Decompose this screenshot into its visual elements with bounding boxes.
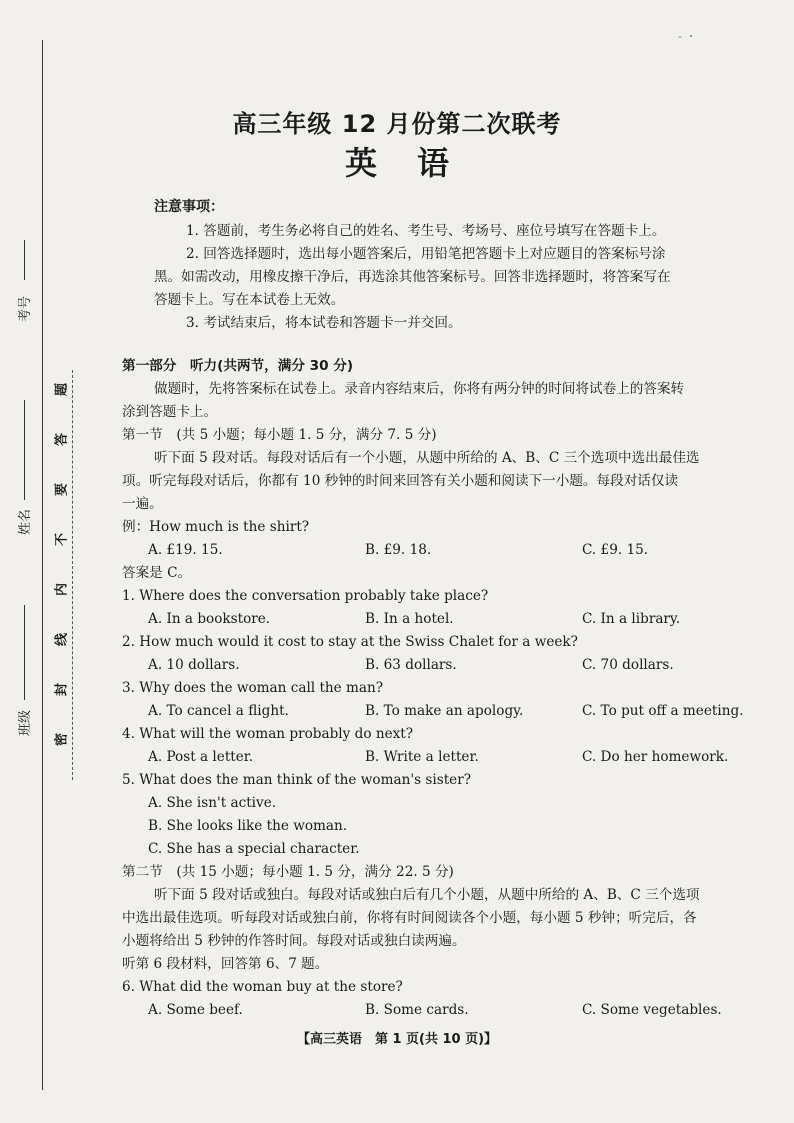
seal-char: 答 xyxy=(54,433,70,447)
section1-intro: 听下面 5 段对话。每段对话后有一个小题，从题中所给的 A、B、C 三个选项中选出最佳选 xyxy=(154,450,700,466)
option-a: A. She isn't active. xyxy=(148,795,277,811)
seal-char: 密 xyxy=(54,733,70,747)
corner-mark: - ・ xyxy=(678,30,697,43)
material-instruction: 听第 6 段材料，回答第 6、7 题。 xyxy=(122,956,329,972)
name-underline xyxy=(24,400,25,500)
seal-char: 封 xyxy=(54,683,70,697)
section1-heading: 第一节 (共 5 小题；每小题 1. 5 分，满分 7. 5 分) xyxy=(122,427,437,443)
seal-dashed-line xyxy=(72,370,73,780)
option-a: A. In a bookstore. xyxy=(148,611,271,627)
option-c: C. Some vegetables. xyxy=(582,1002,722,1018)
option-b: B. In a hotel. xyxy=(365,611,454,627)
note-item-cont: 答题卡上。写在本试卷上无效。 xyxy=(154,292,345,308)
option-c: C. To put off a meeting. xyxy=(582,703,744,719)
question: 2. How much would it cost to stay at the Swiss Chalet for a week? xyxy=(122,634,578,650)
part1-intro: 做题时，先将答案标在试卷上。录音内容结束后，你将有两分钟的时间将试卷上的答案转 xyxy=(154,381,685,397)
question: 1. Where does the conversation probably take place? xyxy=(122,588,489,604)
class-underline xyxy=(24,605,25,700)
note-item-cont: 黑。如需改动，用橡皮擦干净后，再选涂其他答案标号。回答非选择题时，将答案写在 xyxy=(154,269,671,285)
question: 4. What will the woman probably do next? xyxy=(122,726,414,742)
page-footer: 【高三英语 第 1 页(共 10 页)】 xyxy=(296,1032,498,1047)
exam-content xyxy=(122,196,762,1022)
part1-intro-cont: 涂到答题卡上。 xyxy=(122,404,218,420)
option-b: B. She looks like the woman. xyxy=(148,818,348,834)
seal-char: 线 xyxy=(54,633,70,647)
option-a: A. To cancel a flight. xyxy=(148,703,289,719)
question-options xyxy=(122,608,762,631)
exam-number-underline xyxy=(24,240,25,280)
option-a: A. 10 dollars. xyxy=(148,657,240,673)
option-c: C. She has a special character. xyxy=(148,841,360,857)
note-item: 2. 回答选择题时，选出每小题答案后，用铅笔把答题卡上对应题目的答案标号涂 xyxy=(186,246,666,262)
question: 3. Why does the woman call the man? xyxy=(122,680,384,696)
section1-intro-cont: 一遍。 xyxy=(122,496,163,512)
question: 5. What does the man think of the woman's sister? xyxy=(122,772,471,788)
option-b: B. 63 dollars. xyxy=(365,657,457,673)
note-item: 1. 答题前，考生务必将自己的姓名、考生号、考场号、座位号填写在答题卡上。 xyxy=(186,223,666,239)
notes-heading: 注意事项： xyxy=(154,199,224,215)
part1-heading: 第一部分 听力(共两节，满分 30 分) xyxy=(122,358,354,374)
example-answer: 答案是 C。 xyxy=(122,565,192,581)
example-options xyxy=(122,539,762,562)
question-options xyxy=(122,746,762,769)
option-b: B. Write a letter. xyxy=(365,749,479,765)
exam-number-label: 考号 xyxy=(18,295,33,322)
option-b: B. Some cards. xyxy=(365,1002,469,1018)
seal-char: 题 xyxy=(54,383,70,397)
option-a: A. £19. 15. xyxy=(148,542,223,558)
option-b: B. To make an apology. xyxy=(365,703,524,719)
seal-char: 不 xyxy=(54,533,70,547)
question-options xyxy=(122,700,762,723)
option-c: C. 70 dollars. xyxy=(582,657,674,673)
name-label: 姓名 xyxy=(18,508,33,535)
option-b: B. £9. 18. xyxy=(365,542,432,558)
binding-line xyxy=(42,40,43,1090)
note-item: 3. 考试结束后，将本试卷和答题卡一并交回。 xyxy=(186,315,462,331)
option-c: C. In a library. xyxy=(582,611,681,627)
question-options xyxy=(122,999,762,1022)
example-question: 例：How much is the shirt? xyxy=(122,519,310,535)
section2-intro-cont: 中选出最佳选项。听每段对话或独白前，你将有时间阅读各个小题，每小题 5 秒钟；听完后，各 xyxy=(122,910,697,926)
exam-title: 高三年级 12 月份第二次联考 xyxy=(232,110,562,138)
option-c: C. £9. 15. xyxy=(582,542,649,558)
section2-heading: 第二节 (共 15 小题；每小题 1. 5 分，满分 22. 5 分) xyxy=(122,864,454,880)
option-a: A. Some beef. xyxy=(148,1002,243,1018)
seal-char: 内 xyxy=(54,583,70,597)
option-c: C. Do her homework. xyxy=(582,749,729,765)
question: 6. What did the woman buy at the store? xyxy=(122,979,403,995)
section2-intro-cont: 小题将给出 5 秒钟的作答时间。每段对话或独白读两遍。 xyxy=(122,933,466,949)
section1-intro-cont: 项。听完每段对话后，你都有 10 秒钟的时间来回答有关小题和阅读下一小题。每段对话仅读 xyxy=(122,473,679,489)
question-options xyxy=(122,654,762,677)
seal-char: 要 xyxy=(54,483,70,497)
option-a: A. Post a letter. xyxy=(148,749,254,765)
section2-intro: 听下面 5 段对话或独白。每段对话或独白后有几个小题，从题中所给的 A、B、C 三个选项 xyxy=(154,887,700,903)
class-label: 班级 xyxy=(18,709,33,736)
subject-title: 英语 xyxy=(344,144,489,182)
